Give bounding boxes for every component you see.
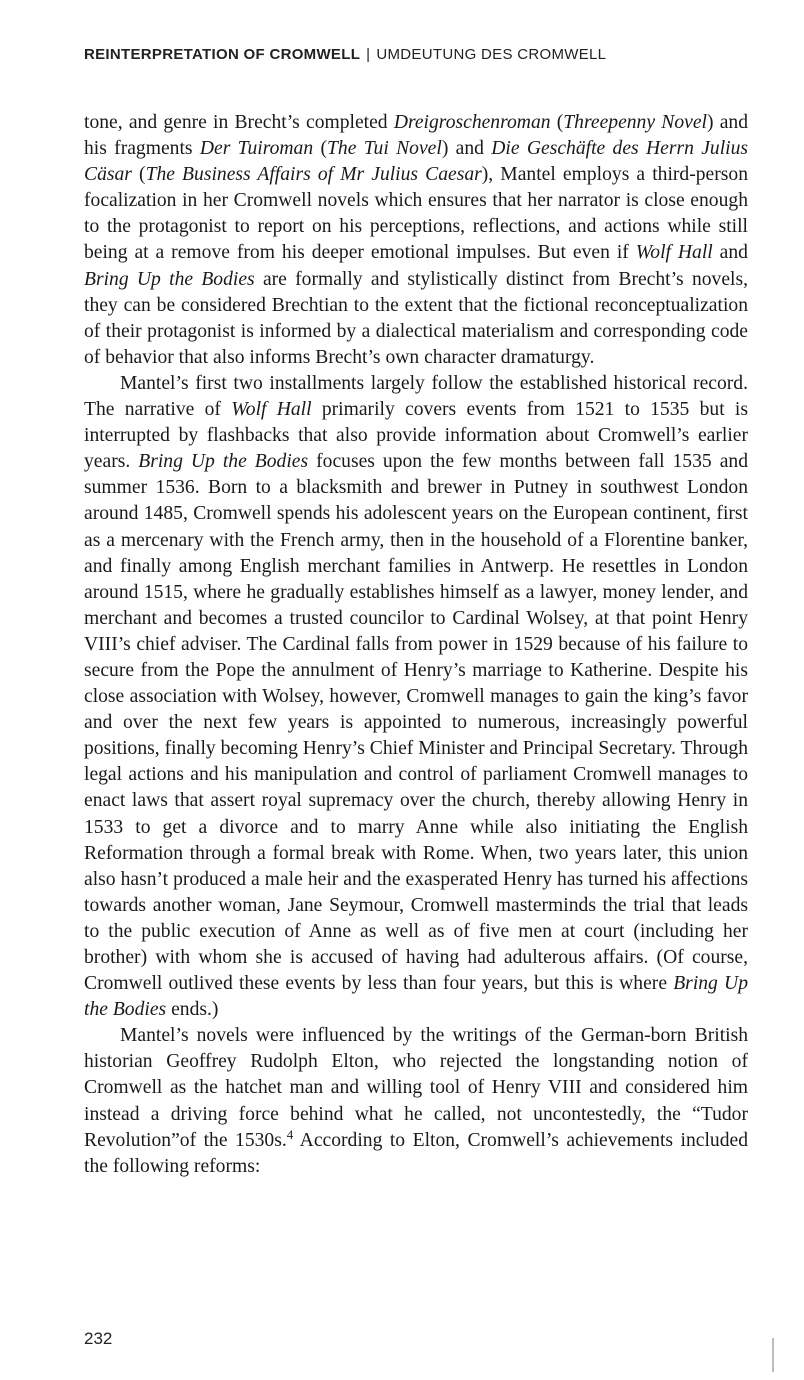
italic-title: Wolf Hall xyxy=(231,399,312,421)
italic-title: Wolf Hall xyxy=(635,242,713,264)
footnote-ref: 4 xyxy=(286,1126,294,1142)
italic-title: Die Geschäfte des Herrn Julius Cäsar xyxy=(84,138,749,186)
italic-title: The Tui Novel xyxy=(327,138,442,160)
italic-title: Bring Up the Bodies xyxy=(84,268,255,290)
text-run: focuses upon the few months between fall 1535 and summer 1536. Born to a blacksmith and brewer in Putney in southwest London around 1485, Cromwell spends his adolescent years on the European continent, first as a mercenary with the French army, then in the household of a Florentine banker, and finally among English merchant families in Antwerp. He resettles in London around 1515, where he gradually establishes himself as a lawyer, money lender, and merchant and becomes a trusted councilor to Cardinal Wolsey, at that point Henry VIII’s chief adviser. The Cardinal falls from power in 1529 because of his failure to secure from the Pope the annulment of Henry’s marriage to Katherine. Despite his close association with Wolsey, however, Cromwell manages to gain the king’s favor and over the next few years is appointed to numerous, increasingly powerful positions, finally becoming Henry’s Chief Minister and Principal Secretary. Through legal actions and his manipulation and control of parliament Cromwell manages to enact laws that assert royal supremacy over the church, thereby allowing Henry in 1533 to get a divorce and to marry Anne while also initiating the English Reformation through a formal break with Rome. When, two years later, this union also hasn’t produced a male heir and the exasperated Henry has turned his affections towards another woman, Jane Seymour, Cromwell masterminds the trial that leads to the public execution of Anne as well as of five men at court (including her brother) with whom she is accused of having had adulterous affairs. (Of course, Cromwell outlived these events by less than four years, but this is where xyxy=(84,451,748,995)
text-run: ends.) xyxy=(166,999,219,1021)
text-run: ) and xyxy=(441,138,492,160)
text-run: are formally and stylistically distinct from Brecht’s novels, they can be considered Brechtian to the extent that the fictional reconceptualization of their protagonist is informed by a dialectical materialism and corresponding code of behavior that also informs Brecht’s own character dramaturgy. xyxy=(84,268,748,368)
text-run: ( xyxy=(550,112,564,133)
running-header xyxy=(84,46,606,63)
text-run: ) and his fragments xyxy=(84,112,748,160)
italic-title: Threepenny Novel xyxy=(563,112,707,133)
running-header-german: UMDEUTUNG DES CROMWELL xyxy=(376,46,607,63)
paragraph xyxy=(84,110,748,371)
text-run: tone, and genre in Brecht’s completed xyxy=(84,112,394,133)
body-text xyxy=(84,110,748,1180)
text-run: primarily covers events from 1521 to 1535 but is interrupted by flashbacks that also provide information about Cromwell’s earlier years. xyxy=(84,399,748,473)
paragraph xyxy=(84,1023,748,1180)
running-header-english: REINTERPRETATION OF CROMWELL xyxy=(84,46,361,63)
text-run: ( xyxy=(131,164,146,186)
page-number: 232 xyxy=(84,1329,113,1348)
running-header-separator: | xyxy=(366,46,371,63)
italic-title: Bring Up the Bodies xyxy=(138,451,309,473)
italic-title: Dreigroschenroman xyxy=(393,112,551,133)
text-run: ), Mantel employs a third-person focalization in her Cromwell novels which ensures that her narrator is close enough to the protagonist to report on his perceptions, reflections, and actions while still being at a remove from his deeper emotional impulses. But even if xyxy=(84,164,748,264)
paragraph xyxy=(84,371,748,1023)
text-run: and xyxy=(712,242,748,264)
text-run: Mantel’s first two installments largely follow the established historical record. The narrative of xyxy=(84,372,748,421)
text-run: According to Elton, Cromwell’s achievements included the following reforms: xyxy=(84,1129,748,1177)
italic-title: Bring Up the Bodies xyxy=(84,973,748,1021)
italic-title: Der Tuiroman xyxy=(199,138,314,160)
text-run: ( xyxy=(313,138,328,160)
text-run: Mantel’s novels were influenced by the writings of the German-born British historian Geoffrey Rudolph Elton, who rejected the longstanding notion of Cromwell as the hatchet man and willing tool of Henry VIII and considered him instead a driving force behind what he called, not uncontestedly, the “Tudor Revolution”of the 1530s. xyxy=(84,1025,748,1151)
margin-mark xyxy=(772,1338,774,1372)
italic-title: The Business Affairs of Mr Julius Caesar xyxy=(145,164,482,186)
